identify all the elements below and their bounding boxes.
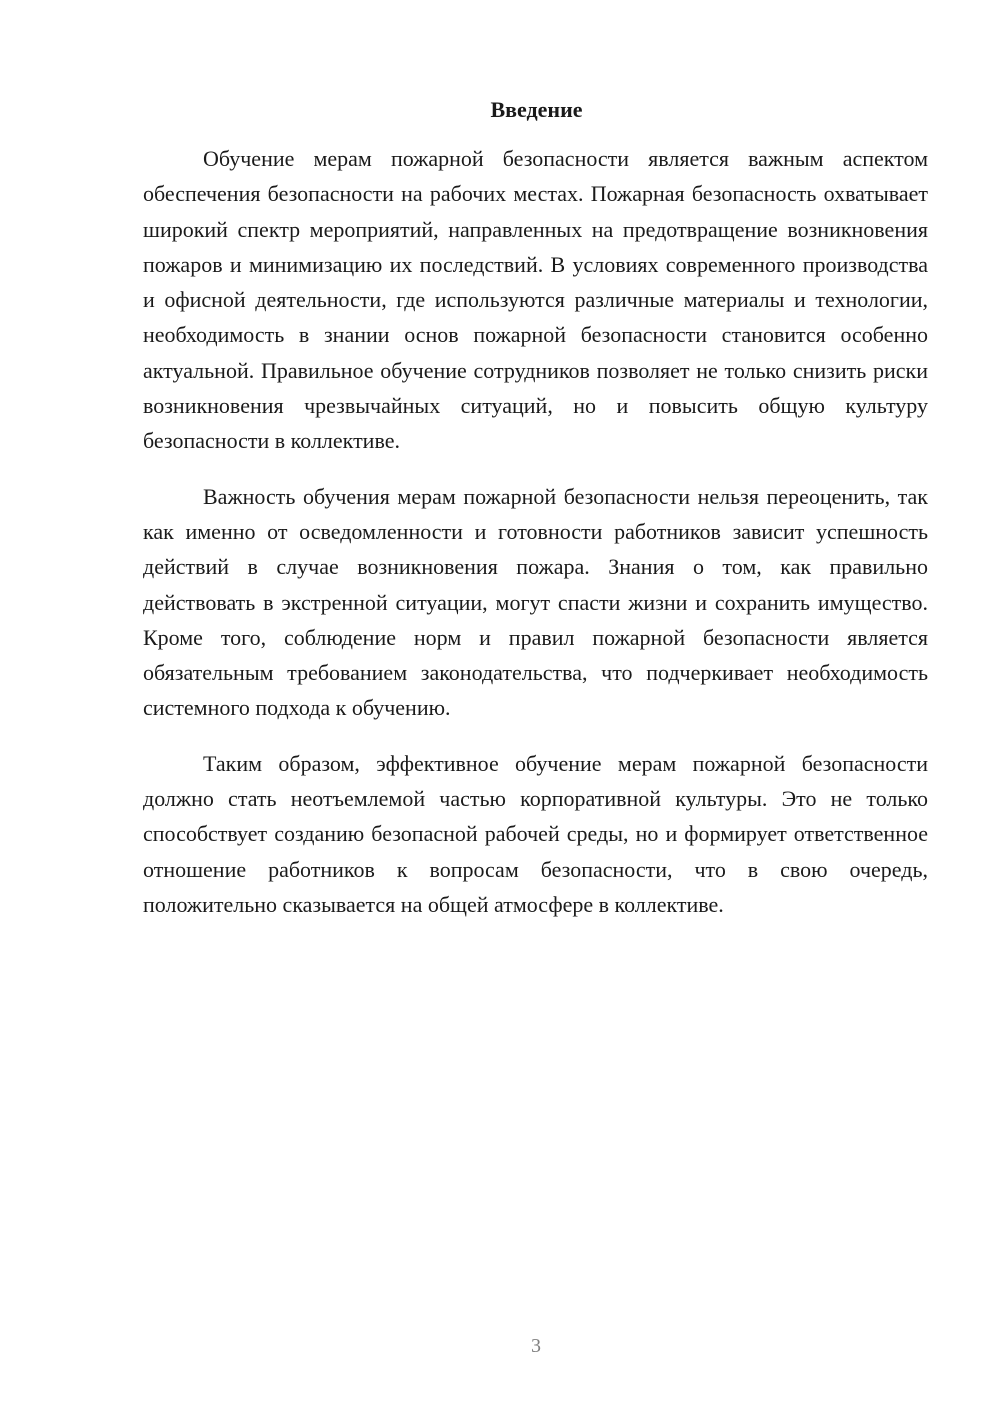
document-body bbox=[143, 92, 928, 942]
section-title: Введение bbox=[490, 97, 583, 122]
paragraph-3: Таким образом, эффективное обучение мерам пожарной безопасности должно стать неотъемлемой частью корпоративной культуры. Это не только способствует созданию безопасной рабочей среды, но и формирует ответственное отношение работников к вопросам безопасности, что в свою очередь, положительно сказывается на общей атмосфере в коллективе. bbox=[143, 750, 928, 917]
page-number: 3 bbox=[531, 1335, 541, 1357]
paragraph-1: Обучение мерам пожарной безопасности является важным аспектом обеспечения безопасности на рабочих местах. Пожарная безопасность охватывает широкий спектр мероприятий, направленных на предотвращение возникновения пожаров и минимизацию их последствий. В условиях современного производства и офисной деятельности, где используются различные материалы и технологии, необходимость в знании основ пожарной безопасности становится особенно актуальной. Правильное обучение сотрудников позволяет не только снизить риски возникновения чрезвычайных ситуаций, но и повысить общую культуру безопасности в коллективе. bbox=[143, 146, 928, 454]
paragraph-2: Важность обучения мерам пожарной безопасности нельзя переоценить, так как именно от осведомленности и готовности работников зависит успешность действий в случае возникновения пожара. Знания о том, как правильно действовать в экстренной ситуации, могут спасти жизни и сохранить имущество. Кроме того, соблюдение норм и правил пожарной безопасности является обязательным требованием законодательства, что подчеркивает необходимость системного подхода к обучению. bbox=[143, 483, 928, 721]
